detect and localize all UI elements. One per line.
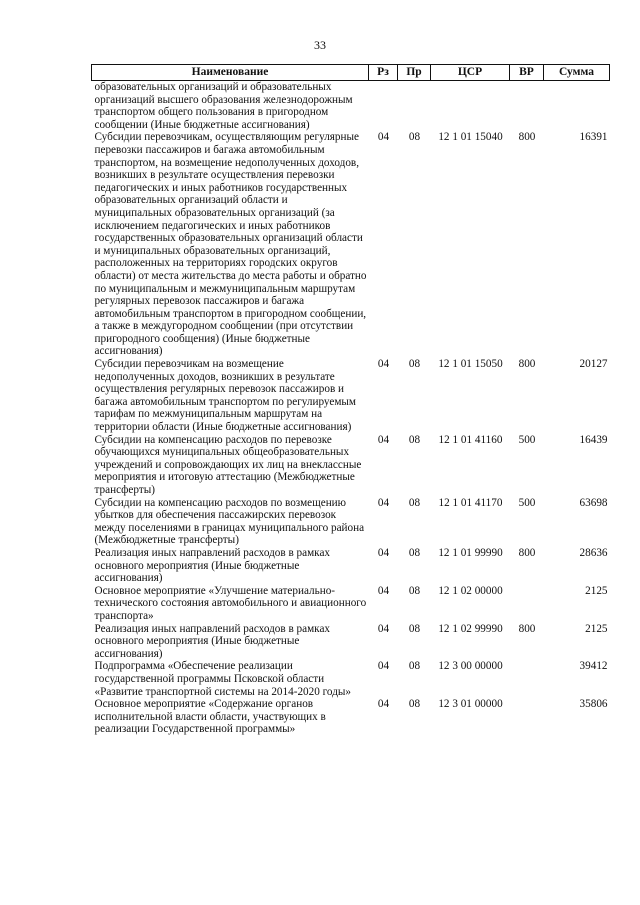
row-sum: 16391	[579, 131, 608, 144]
row-csr: 12 1 02 00000	[438, 584, 503, 597]
row-vr: 800	[518, 622, 536, 635]
table-row	[92, 131, 610, 358]
table-row	[92, 81, 610, 132]
row-vr	[510, 660, 544, 698]
header-vr: ВР	[510, 65, 544, 81]
row-sum: 16439	[579, 433, 608, 446]
row-csr: 12 1 02 99990	[438, 622, 503, 635]
row-rz: 04	[377, 496, 390, 509]
row-pr: 08	[408, 358, 421, 371]
row-sum	[544, 81, 610, 132]
row-csr	[431, 81, 510, 132]
row-pr: 08	[408, 622, 421, 635]
row-name: Основное мероприятие «Улучшение материально-технического состояния автомобильного и авиационного транспорта»	[94, 584, 367, 622]
row-csr: 12 1 01 99990	[438, 546, 503, 559]
row-rz	[369, 81, 398, 132]
row-pr: 08	[408, 131, 421, 144]
budget-table	[91, 64, 610, 736]
row-name: Подпрограмма «Обеспечение реализации государственной программы Псковской области «Развитие транспортной системы на 2014-2020 годы»	[94, 660, 351, 698]
row-vr: 800	[518, 131, 536, 144]
row-name: Субсидии на компенсацию расходов по возмещению убытков для обеспечения пассажирских перевозок между поселениями в границах муниципального района (Межбюджетные трансферты)	[94, 496, 365, 547]
row-csr: 12 3 00 00000	[438, 660, 503, 673]
row-vr	[510, 81, 544, 132]
row-rz: 04	[377, 433, 390, 446]
row-pr: 08	[408, 660, 421, 673]
table-body	[92, 81, 610, 736]
page-number: 33	[314, 38, 326, 52]
table-row	[92, 623, 610, 661]
header-csr: ЦСР	[431, 65, 510, 81]
row-csr: 12 1 01 15050	[438, 358, 503, 371]
row-sum: 20127	[579, 358, 608, 371]
row-pr: 08	[408, 433, 421, 446]
row-csr: 12 1 01 15040	[438, 131, 503, 144]
row-pr	[398, 81, 431, 132]
row-pr: 08	[408, 584, 421, 597]
row-sum: 35806	[579, 698, 608, 711]
row-name: Субсидии на компенсацию расходов по перевозке обучающихся муниципальных общеобразовательных учреждений и сопровождающих их лиц на внеклассные мероприятия и итоговую аттестацию (Межбюджетные трансферты)	[94, 433, 362, 496]
row-pr: 08	[408, 698, 421, 711]
row-vr: 500	[518, 433, 536, 446]
row-rz: 04	[377, 698, 390, 711]
table-row	[92, 660, 610, 698]
row-name: образовательных организаций и образовательных организаций высшего образования железнодорожным транспортом общего пользования в пригородном сообщении (Иные бюджетные ассигнования)	[94, 81, 353, 131]
row-rz: 04	[377, 584, 390, 597]
table-row	[92, 434, 610, 497]
row-vr	[510, 585, 544, 623]
row-vr: 800	[518, 358, 536, 371]
header-sum: Сумма	[544, 65, 610, 81]
table-row	[92, 698, 610, 736]
row-pr: 08	[408, 496, 421, 509]
row-sum: 28636	[579, 546, 608, 559]
table-row	[92, 585, 610, 623]
row-name: Реализация иных направлений расходов в рамках основного мероприятия (Иные бюджетные ассигнования)	[94, 622, 331, 660]
row-name: Субсидии перевозчикам на возмещение недополученных доходов, возникших в результате осуществления регулярных перевозок пассажиров и багажа автомобильным транспортом по регулируемым тарифам по межмуниципальным маршрутам на территории области (Иные бюджетные ассигнования)	[94, 358, 357, 434]
row-name: Основное мероприятие «Содержание органов исполнительной власти области, участвующих в реализации Государственной программы»	[94, 698, 326, 736]
header-pr: Пр	[398, 65, 431, 81]
row-sum: 63698	[579, 496, 608, 509]
row-csr: 12 1 01 41160	[438, 433, 503, 446]
row-vr: 500	[518, 496, 536, 509]
row-pr: 08	[408, 546, 421, 559]
row-rz: 04	[377, 546, 390, 559]
row-csr: 12 3 01 00000	[438, 698, 503, 711]
table-header	[92, 65, 610, 81]
row-name: Субсидии перевозчикам, осуществляющим регулярные перевозки пассажиров и багажа автомобильным транспортом, на возмещение недополученных доходов, возникших в результате осуществления перевозки педагогических и иных работников государственных образовательных организаций области и муниципальных образовательных организаций (за исключением педагогических и иных работников государственных образовательных организаций области и муниципальных образовательных организаций, расположенных на территориях городских округов области) от места жительства до места работы и обратно по муниципальным и межмуниципальным маршрутам регулярных перевозок пассажиров и багажа автомобильным транспортом в пригородном сообщении, а также в междугородном сообщении (при отсутствии пригородного сообщения) (Иные бюджетные ассигнования)	[94, 131, 367, 358]
table-row	[92, 497, 610, 547]
row-rz: 04	[377, 131, 390, 144]
row-name: Реализация иных направлений расходов в рамках основного мероприятия (Иные бюджетные ассигнования)	[94, 546, 331, 585]
row-sum: 2125	[585, 622, 608, 635]
row-vr: 800	[518, 546, 536, 559]
table-row	[92, 547, 610, 585]
row-rz: 04	[377, 622, 390, 635]
row-csr: 12 1 01 41170	[438, 496, 503, 509]
row-rz: 04	[377, 358, 390, 371]
row-sum: 39412	[579, 660, 608, 673]
row-rz: 04	[377, 660, 390, 673]
row-vr	[510, 698, 544, 736]
header-name: Наименование	[92, 65, 369, 81]
row-sum: 2125	[585, 584, 608, 597]
table-row	[92, 358, 610, 434]
header-rz: Рз	[369, 65, 398, 81]
